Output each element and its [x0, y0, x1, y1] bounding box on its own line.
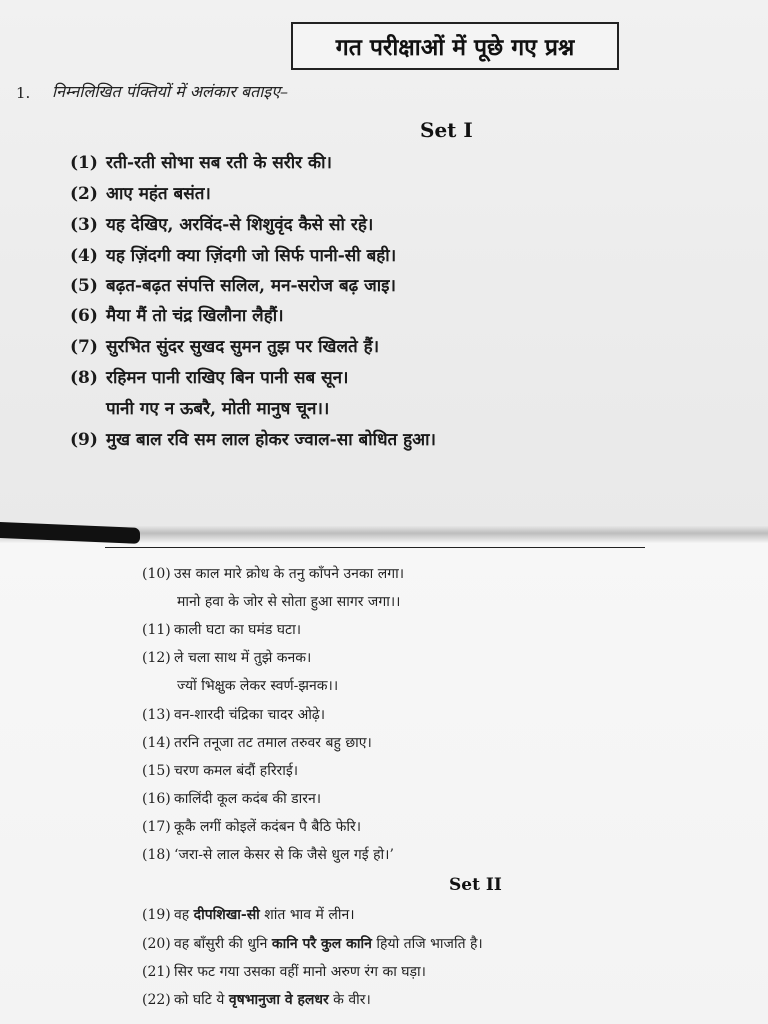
set-1-heading: Set I: [420, 118, 473, 142]
item-text: कूकै लगीं कोइलें कदंबन पै बैठि फेरि।: [174, 819, 362, 835]
item-number: (20): [142, 936, 171, 952]
list-item: [142, 789, 321, 808]
item-text-tail: शांत भाव में लीन।: [259, 907, 355, 923]
list-item: [70, 303, 284, 326]
item-text: को घटि ये: [174, 992, 229, 1008]
item-text: यह देखिए, अरविंद-से शिशुवृंद कैसे सो रहे।: [106, 215, 374, 235]
list-item: [142, 990, 371, 1009]
item-number: (5): [70, 276, 98, 296]
item-number: (21): [142, 964, 171, 980]
item-text: मुख बाल रवि सम लाल होकर ज्वाल-सा बोधित हुआ।: [106, 430, 436, 450]
item-text: रहिमन पानी राखिए बिन पानी सब सून।: [106, 368, 349, 388]
list-item: [142, 962, 426, 981]
item-text-emphasis: वृषभानुजा वे हलधर: [228, 992, 329, 1008]
list-item: [70, 150, 332, 173]
list-item: [142, 905, 355, 924]
item-text: चरण कमल बंदौं हरिराई।: [174, 763, 299, 779]
item-text: तरनि तनूजा तट तमाल तरुवर बहु छाए।: [174, 735, 372, 751]
list-item: [142, 705, 325, 724]
item-text: उस काल मारे क्रोध के तनु काँपने उनका लगा।: [174, 566, 405, 582]
item-text-emphasis: दीपशिखा-सी: [193, 907, 260, 923]
item-text: बढ़त-बढ़त संपत्ति सलिल, मन-सरोज बढ़ जाइ।: [106, 276, 396, 296]
item-text: काली घटा का घमंड घटा।: [174, 622, 302, 638]
item-number: (6): [70, 306, 98, 326]
list-item: [70, 334, 379, 357]
item-number: (18): [142, 847, 171, 863]
item-number: (10): [142, 566, 171, 582]
item-text: मैया मैं तो चंद्र खिलौना लैहौं।: [106, 306, 284, 326]
list-item: [142, 845, 394, 864]
item-text: वह बाँसुरी की धुनि: [174, 936, 272, 952]
set-2-heading: Set II: [449, 875, 502, 895]
item-text: आए महंत बसंत।: [106, 184, 211, 204]
list-item: [142, 733, 372, 752]
item-text: सिर फट गया उसका वहीं मानो अरुण रंग का घड़ा।: [174, 964, 426, 980]
item-text: वन-शारदी चंद्रिका चादर ओढ़े।: [174, 707, 326, 723]
item-text: वह: [174, 907, 194, 923]
list-item: [70, 427, 436, 450]
section-divider: [105, 547, 645, 548]
question-number: 1.: [16, 84, 31, 102]
item-text-emphasis: कानि परै कुल कानि: [271, 936, 372, 952]
item-number: (9): [70, 430, 98, 450]
item-text: यह ज़िंदगी क्या ज़िंदगी जो सिर्फ पानी-सी बही।: [106, 246, 397, 266]
item-number: (12): [142, 650, 171, 666]
item-text-tail: के वीर।: [328, 992, 371, 1008]
list-item-continuation: ज्यों भिक्षुक लेकर स्वर्ण-झनक।।: [177, 678, 339, 694]
question-instruction: निम्नलिखित पंक्तियों में अलंकार बताइए–: [52, 82, 289, 101]
list-item: [70, 273, 396, 296]
list-item: [142, 620, 301, 639]
item-text: ले चला साथ में तुझे कनक।: [174, 650, 312, 666]
page-title: गत परीक्षाओं में पूछे गए प्रश्न: [291, 22, 619, 70]
item-number: (3): [70, 215, 98, 235]
item-text-tail: हियो तजि भाजति है।: [371, 936, 483, 952]
list-item-continuation: पानी गए न ऊबरै, मोती मानुष चून।।: [106, 399, 330, 419]
item-text: सुरभित सुंदर सुखद सुमन तुझ पर खिलते हैं।: [106, 337, 380, 357]
list-item: [70, 365, 348, 388]
item-number: (15): [142, 763, 171, 779]
list-item: [70, 243, 396, 266]
item-number: (19): [142, 907, 171, 923]
list-item: [142, 761, 298, 780]
list-item: [70, 181, 211, 204]
list-item: [142, 648, 311, 667]
item-text: रती-रती सोभा सब रती के सरीर की।: [106, 153, 332, 173]
item-number: (4): [70, 246, 98, 266]
item-number: (22): [142, 992, 171, 1008]
list-item: [70, 212, 373, 235]
item-number: (2): [70, 184, 98, 204]
list-item: [142, 564, 404, 583]
item-number: (16): [142, 791, 171, 807]
item-number: (1): [70, 153, 98, 173]
item-text: कालिंदी कूल कदंब की डारन।: [174, 791, 322, 807]
item-number: (17): [142, 819, 171, 835]
item-number: (11): [142, 622, 171, 638]
list-item: [142, 934, 483, 953]
item-text: ‘जरा-से लाल केसर से कि जैसे धुल गई हो।’: [174, 847, 394, 863]
list-item: [142, 817, 361, 836]
item-number: (14): [142, 735, 171, 751]
list-item-continuation: मानो हवा के जोर से सोता हुआ सागर जगा।।: [177, 594, 401, 610]
item-number: (13): [142, 707, 171, 723]
item-number: (8): [70, 368, 98, 388]
item-number: (7): [70, 337, 98, 357]
